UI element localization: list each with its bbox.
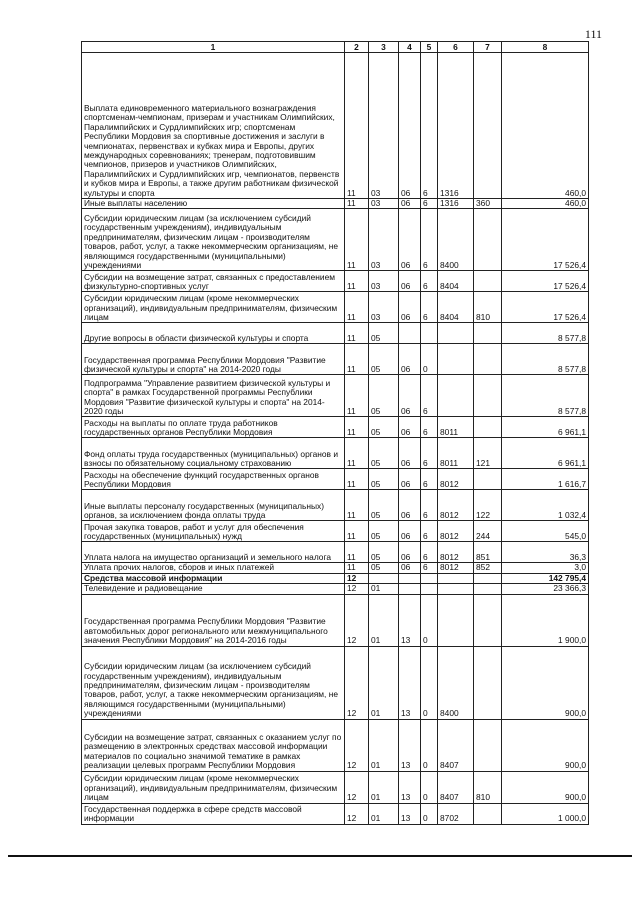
row-amount: 6 961,1 (502, 417, 589, 438)
table-row (82, 271, 589, 292)
row-description: Субсидии юридическим лицам (за исключением субсидий государственным учреждениям), индивидуальным предпринимателям, физическим лицам - производителям товаров, работ, услуг, а также некоммерческим организациям, не являющимся государственными (муниципальными) учреждениями (82, 646, 345, 719)
table-row (82, 803, 589, 824)
row-code-7: 851 (474, 542, 502, 563)
row-code-7 (474, 375, 502, 417)
row-code-7: 121 (474, 438, 502, 469)
header-cell-5: 5 (421, 42, 438, 53)
row-code-6 (438, 584, 474, 594)
row-code-7 (474, 719, 502, 771)
header-cell-4: 4 (399, 42, 421, 53)
row-code-7: 244 (474, 521, 502, 542)
row-code-3: 01 (369, 594, 399, 646)
table-row (82, 53, 589, 199)
page-number: 111 (584, 27, 602, 41)
row-code-7: 360 (474, 199, 502, 209)
row-code-3: 05 (369, 563, 399, 573)
table-row (82, 438, 589, 469)
row-code-5 (421, 323, 438, 344)
table-row (82, 323, 589, 344)
row-code-5: 6 (421, 292, 438, 323)
row-code-4: 06 (399, 375, 421, 417)
row-code-5: 6 (421, 199, 438, 209)
row-code-6: 8400 (438, 646, 474, 719)
row-code-6 (438, 375, 474, 417)
row-description: Фонд оплаты труда государственных (муниципальных) органов и взносы по обязательному социальному страхованию (82, 438, 345, 469)
row-code-6: 8012 (438, 490, 474, 521)
row-code-2: 11 (345, 417, 369, 438)
row-description: Подпрограмма "Управление развитием физической культуры и спорта" в рамках Государственной программы Республики Мордовия "Развитие физической культуры и спорта" на 2014-2020 годы (82, 375, 345, 417)
row-amount: 460,0 (502, 53, 589, 199)
row-amount: 1 900,0 (502, 594, 589, 646)
row-description: Расходы на выплаты по оплате труда работников государственных органов Республики Мордовия (82, 417, 345, 438)
row-code-4 (399, 573, 421, 583)
row-code-6: 8702 (438, 803, 474, 824)
row-code-5: 0 (421, 594, 438, 646)
row-code-4: 06 (399, 292, 421, 323)
row-code-7 (474, 469, 502, 490)
row-code-5: 6 (421, 469, 438, 490)
header-cell-7: 7 (474, 42, 502, 53)
header-cell-6: 6 (438, 42, 474, 53)
row-code-2: 12 (345, 573, 369, 583)
row-amount: 900,0 (502, 646, 589, 719)
row-code-7 (474, 584, 502, 594)
row-code-6 (438, 323, 474, 344)
row-code-6: 8407 (438, 771, 474, 803)
row-code-3: 01 (369, 719, 399, 771)
row-code-2: 11 (345, 53, 369, 199)
budget-table (81, 41, 589, 825)
header-cell-2: 2 (345, 42, 369, 53)
row-code-2: 12 (345, 771, 369, 803)
row-code-6: 8404 (438, 292, 474, 323)
row-description: Иные выплаты персоналу государственных (муниципальных) органов, за исключением фонда оплаты труда (82, 490, 345, 521)
row-amount: 8 577,8 (502, 323, 589, 344)
row-code-2: 12 (345, 803, 369, 824)
row-code-5: 0 (421, 803, 438, 824)
row-amount: 1 032,4 (502, 490, 589, 521)
row-code-3 (369, 573, 399, 583)
row-code-4: 06 (399, 271, 421, 292)
table-row (82, 292, 589, 323)
row-code-5: 6 (421, 53, 438, 199)
row-code-7 (474, 323, 502, 344)
row-code-2: 11 (345, 542, 369, 563)
row-description: Субсидии юридическим лицам (кроме некоммерческих организаций), индивидуальным предпринимателям, физическим лицам (82, 771, 345, 803)
row-code-6 (438, 344, 474, 375)
row-code-3: 03 (369, 53, 399, 199)
row-code-3: 05 (369, 521, 399, 542)
row-code-7 (474, 573, 502, 583)
row-code-2: 12 (345, 646, 369, 719)
row-code-7 (474, 646, 502, 719)
row-amount: 6 961,1 (502, 438, 589, 469)
row-code-4: 06 (399, 344, 421, 375)
row-amount: 460,0 (502, 199, 589, 209)
table-row (82, 209, 589, 271)
row-code-2: 12 (345, 584, 369, 594)
row-description: Государственная программа Республики Мордовия "Развитие автомобильных дорог регионального или межмуниципального значения Республики Мордовия" на 2014-2016 годы (82, 594, 345, 646)
row-amount: 17 526,4 (502, 292, 589, 323)
table-row (82, 490, 589, 521)
row-code-2: 11 (345, 323, 369, 344)
row-code-3: 05 (369, 542, 399, 563)
row-code-5: 6 (421, 375, 438, 417)
row-code-2: 11 (345, 344, 369, 375)
bottom-rule (8, 855, 632, 857)
row-description: Уплата налога на имущество организаций и земельного налога (82, 542, 345, 563)
row-code-3: 03 (369, 199, 399, 209)
row-code-4 (399, 323, 421, 344)
table-row (82, 469, 589, 490)
row-code-2: 11 (345, 521, 369, 542)
table-row (82, 375, 589, 417)
row-code-6: 8407 (438, 719, 474, 771)
row-code-7 (474, 594, 502, 646)
row-code-7 (474, 803, 502, 824)
row-code-4: 06 (399, 438, 421, 469)
row-code-5: 6 (421, 521, 438, 542)
row-code-7: 122 (474, 490, 502, 521)
row-amount: 8 577,8 (502, 375, 589, 417)
row-code-3: 03 (369, 271, 399, 292)
row-code-5: 6 (421, 271, 438, 292)
row-code-3: 01 (369, 803, 399, 824)
row-code-7 (474, 417, 502, 438)
row-code-6: 8012 (438, 521, 474, 542)
row-description: Государственная программа Республики Мордовия "Развитие физической культуры и спорта" на 2014-2020 годы (82, 344, 345, 375)
row-code-3: 03 (369, 292, 399, 323)
row-code-5: 0 (421, 719, 438, 771)
row-code-2: 11 (345, 490, 369, 521)
row-code-3: 05 (369, 469, 399, 490)
table-row (82, 563, 589, 573)
row-code-2: 11 (345, 563, 369, 573)
row-code-6: 8011 (438, 417, 474, 438)
row-code-3: 01 (369, 584, 399, 594)
row-code-5 (421, 584, 438, 594)
row-code-5: 6 (421, 209, 438, 271)
row-code-6: 8012 (438, 542, 474, 563)
row-code-6: 1316 (438, 199, 474, 209)
table-row (82, 584, 589, 594)
table-row (82, 542, 589, 563)
row-code-3: 05 (369, 323, 399, 344)
row-code-4: 06 (399, 490, 421, 521)
row-description: Другие вопросы в области физической культуры и спорта (82, 323, 345, 344)
row-amount: 142 795,4 (502, 573, 589, 583)
row-code-6: 8012 (438, 563, 474, 573)
row-code-4: 13 (399, 803, 421, 824)
row-code-2: 11 (345, 469, 369, 490)
row-code-7 (474, 209, 502, 271)
row-amount: 900,0 (502, 771, 589, 803)
row-code-2: 11 (345, 438, 369, 469)
row-code-4: 06 (399, 417, 421, 438)
row-code-7 (474, 271, 502, 292)
row-code-2: 11 (345, 375, 369, 417)
table-row (82, 417, 589, 438)
row-code-2: 11 (345, 271, 369, 292)
row-description: Субсидии юридическим лицам (за исключением субсидий государственным учреждениям), индивидуальным предпринимателям, физическим лицам - производителям товаров, работ, услуг, а также некоммерческим организациям, не являющимся государственными (муниципальными) учреждениями (82, 209, 345, 271)
row-code-4 (399, 584, 421, 594)
table-row (82, 521, 589, 542)
row-code-2: 11 (345, 199, 369, 209)
row-description: Средства массовой информации (82, 573, 345, 583)
table-row (82, 646, 589, 719)
row-description: Субсидии юридическим лицам (кроме некоммерческих организаций), индивидуальным предпринимателям, физическим лицам (82, 292, 345, 323)
row-amount: 1 616,7 (502, 469, 589, 490)
header-cell-1: 1 (82, 42, 345, 53)
row-code-4: 13 (399, 646, 421, 719)
row-code-5: 6 (421, 542, 438, 563)
table-row (82, 719, 589, 771)
row-code-7: 852 (474, 563, 502, 573)
row-code-3: 03 (369, 209, 399, 271)
row-code-3: 05 (369, 417, 399, 438)
table-row (82, 771, 589, 803)
row-code-6: 8404 (438, 271, 474, 292)
row-code-4: 06 (399, 521, 421, 542)
row-code-6: 1316 (438, 53, 474, 199)
row-code-4: 13 (399, 719, 421, 771)
row-amount: 36,3 (502, 542, 589, 563)
header-cell-3: 3 (369, 42, 399, 53)
row-description: Субсидии на возмещение затрат, связанных с оказанием услуг по размещению в электронных средствах массовой информации материалов по социально значимой тематике в рамках реализации целевых программ Республики Мордовия (82, 719, 345, 771)
row-code-7 (474, 53, 502, 199)
row-code-3: 05 (369, 344, 399, 375)
table-row (82, 573, 589, 583)
row-description: Телевидение и радиовещание (82, 584, 345, 594)
row-code-5: 6 (421, 490, 438, 521)
row-code-4: 06 (399, 199, 421, 209)
row-code-5 (421, 573, 438, 583)
row-amount: 23 366,3 (502, 584, 589, 594)
table-row (82, 199, 589, 209)
row-code-4: 06 (399, 209, 421, 271)
row-code-4: 06 (399, 542, 421, 563)
row-code-6: 8011 (438, 438, 474, 469)
row-amount: 900,0 (502, 719, 589, 771)
row-description: Иные выплаты населению (82, 199, 345, 209)
row-code-5: 6 (421, 563, 438, 573)
table-header (82, 42, 589, 53)
row-code-7: 810 (474, 771, 502, 803)
row-description: Прочая закупка товаров, работ и услуг для обеспечения государственных (муниципальных) нужд (82, 521, 345, 542)
row-description: Уплата прочих налогов, сборов и иных платежей (82, 563, 345, 573)
table-row (82, 344, 589, 375)
row-code-5: 0 (421, 646, 438, 719)
row-code-3: 05 (369, 375, 399, 417)
row-code-3: 01 (369, 646, 399, 719)
row-code-5: 0 (421, 344, 438, 375)
row-code-2: 11 (345, 209, 369, 271)
row-amount: 8 577,8 (502, 344, 589, 375)
row-code-5: 0 (421, 771, 438, 803)
row-code-5: 6 (421, 438, 438, 469)
row-code-2: 12 (345, 594, 369, 646)
row-amount: 17 526,4 (502, 209, 589, 271)
row-amount: 1 000,0 (502, 803, 589, 824)
row-amount: 17 526,4 (502, 271, 589, 292)
row-code-4: 06 (399, 563, 421, 573)
row-code-6 (438, 573, 474, 583)
header-cell-8: 8 (502, 42, 589, 53)
row-amount: 3,0 (502, 563, 589, 573)
row-description: Расходы на обеспечение функций государственных органов Республики Мордовия (82, 469, 345, 490)
table-row (82, 594, 589, 646)
row-code-3: 05 (369, 438, 399, 469)
row-amount: 545,0 (502, 521, 589, 542)
row-code-6 (438, 594, 474, 646)
row-code-3: 01 (369, 771, 399, 803)
row-code-5: 6 (421, 417, 438, 438)
row-code-7 (474, 344, 502, 375)
table-body (82, 53, 589, 825)
header-row (82, 42, 589, 53)
row-code-2: 12 (345, 719, 369, 771)
row-code-4: 06 (399, 53, 421, 199)
row-code-4: 06 (399, 469, 421, 490)
row-code-6: 8400 (438, 209, 474, 271)
row-code-6: 8012 (438, 469, 474, 490)
row-description: Государственная поддержка в сфере средств массовой информации (82, 803, 345, 824)
row-description: Субсидии на возмещение затрат, связанных с предоставлением физкультурно-спортивных услуг (82, 271, 345, 292)
row-code-4: 13 (399, 594, 421, 646)
row-code-2: 11 (345, 292, 369, 323)
row-description: Выплата единовременного материального вознаграждения спортсменам-чемпионам, призерам и участникам Олимпийских, Паралимпийских и Сурдлимпийских игр; спортсменам Республики Мордовия за спортивные достижения и заслуги в чемпионатах, первенствах и кубках мира и Европы, других международных соревнованиях; тренерам, подготовившим чемпионов, призеров и участников Олимпийских, Паралимпийских и Сурдлимпийских игр, чемпионатов, первенств и кубков мира и Европы, а также другим работникам физической культуры и спорта (82, 53, 345, 199)
row-code-4: 13 (399, 771, 421, 803)
row-code-7: 810 (474, 292, 502, 323)
row-code-3: 05 (369, 490, 399, 521)
